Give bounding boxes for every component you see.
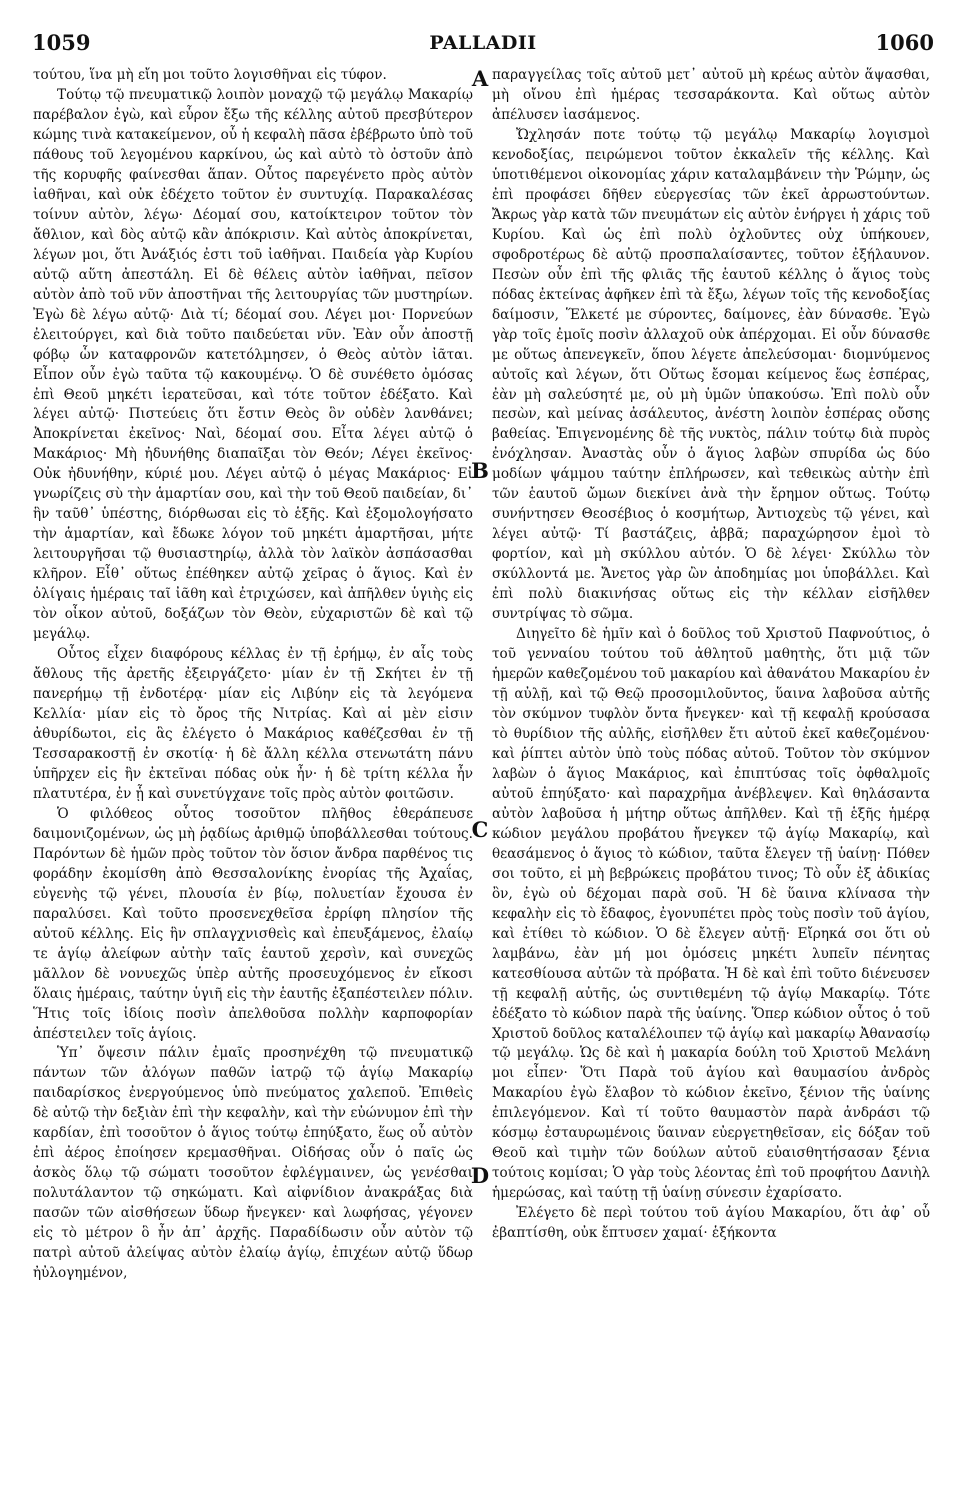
right-column [492,66,930,1493]
section-marker-a: A [471,66,489,91]
paragraph: Ὑπ᾽ ὄψεσιν πάλιν ἐμαῖς προσηνέχθη τῷ πνευματικῷ πάντων τῶν ἀλόγων παθῶν ἰατρῷ τῷ ἁγίῳ Μακαρίῳ παιδαρίσκος ἐνεργούμενος ὑπὸ πνεύματος χαλεποῦ. Ἐπιθεὶς δὲ αὐτῷ τὴν δεξιὰν ἐπὶ τὴν κεφαλὴν, καὶ τὴν εὐώνυμον ἐπὶ τὴν καρδίαν, ἐπὶ τοσοῦτον ὁ ἅγιος τούτῳ ἐπηύξατο, ἕως οὗ αὐτὸν ἐπὶ ἀέρος ἐποίησεν κρεμασθῆναι. Οἰδήσας οὖν ὁ παῖς ὡς ἀσκὸς ὅλῳ τῷ σώματι τοσοῦτον ἐφλέγμαινεν, ὡς γενέσθαι πολυτάλαντον τῷ σηκώματι. Καὶ αἰφνίδιον ἀνακράξας διὰ πασῶν τῶν αἰσθήσεων ὕδωρ ἤνεγκεν· καὶ λωφήσας, γέγονεν εἰς τὸ μέτρον ὃ ἦν ἀπ᾽ ἀρχῆς. Παραδίδωσιν οὖν αὐτὸν τῷ πατρὶ αὐτοῦ ἀλείψας αὐτὸν ἐλαίῳ ἁγίῳ, ἐπιχέων αὐτῷ ὕδωρ ἠὐλογημένον, [33,1045,473,1282]
section-marker-d: D [470,1163,490,1188]
paragraph: Τούτῳ τῷ πνευματικῷ λοιπὸν μοναχῷ τῷ μεγάλῳ Μακαρίῳ παρέβαλον ἐγὼ, καὶ εὗρον ἔξω τῆς κέλλης αὐτοῦ πρεσβύτερον κώμης τινὰ κατακείμενον, οὗ ἡ κεφαλὴ πᾶσα ἐβέβρωτο ὑπὸ τοῦ πάθους τοῦ λεγομένου καρκίνου, ὡς καὶ αὐτὸ τὸ ὀστοῦν ἀπὸ τῆς κορυφῆς φαίνεσθαι ἅπαν. Οὗτος παρεγένετο πρὸς αὐτὸν ἰαθῆναι, καὶ οὐκ ἐδέχετο τοῦτον ἐν συντυχίᾳ. Παρακαλέσας τοίνυν αὐτὸν, λέγω· Δέομαί σου, κατοίκτειρον τοῦτον τὸν ἄθλιον, καὶ δὸς αὐτῷ κἂν ἀπόκρισιν. Καὶ αὐτὸς ἀποκρίνεται, λέγων μοι, ὅτι Ἀνάξιός ἐστι τοῦ ἰαθῆναι. Παιδεία γὰρ Κυρίου αὐτῷ αὕτη ἀπεστάλη. Εἰ δὲ θέλεις αὐτὸν ἰαθῆναι, πεῖσον αὐτὸν ἀπὸ τοῦ νῦν ἀποστῆναι τῆς λειτουργίας τῶν μυστηρίων. Ἐγὼ δὲ λέγω αὐτῷ· Διὰ τί; δέομαί σου. Λέγει μοι· Πορνεύων ἐλειτούργει, καὶ διὰ τοῦτο παιδεύεται νῦν. Ἐὰν οὖν ἀποστῇ φόβῳ ὧν καταφρονῶν κατετόλμησεν, ὁ Θεὸς αὐτὸν ἰᾶται. Εἶπον οὖν ἐγὼ ταῦτα τῷ κακουμένῳ. Ὁ δὲ συνέθετο ὀμόσας ἐπὶ Θεοῦ μηκέτι ἱερατεῦσαι, καὶ τότε τοῦτον ἐδέξατο. Καὶ λέγει αὐτῷ· Πιστεύεις ὅτι ἔστιν Θεὸς ὃν οὐδὲν λανθάνει; Ἀποκρίνεται ἐκεῖνος· Ναὶ, δέομαί σου. Εἶτα λέγει αὐτῷ ὁ Μακάριος· Μὴ ἠδυνήθης διαπαῖξαι τὸν Θεόν; Λέγει ἐκεῖνος· Οὐκ ἠδυνήθην, κύριέ μου. Λέγει αὐτῷ ὁ μέγας Μακάριος· Εἰ γνωρίζεις σὺ τὴν ἁμαρτίαν σου, καὶ τὴν τοῦ Θεοῦ παιδείαν, δι᾽ ἣν ταῦθ᾽ ὑπέστης, διόρθωσαι εἰς τὸ ἑξῆς. Καὶ ἐξομολογήσατο τὴν ἁμαρτίαν, καὶ ἔδωκε λόγον τοῦ μηκέτι ἁμαρτῆσαι, μήτε λειτουργῆσαι τῷ θυσιαστηρίῳ, ἀλλὰ τὸν λαϊκὸν ἀσπάσασθαι κλῆρον. Εἶθ᾽ οὕτως ἐπέθηκεν αὐτῷ χεῖρας ὁ ἅγιος. Καὶ ἐν ὀλίγαις ἡμέραις ταῖ ἰᾶθη καὶ ἐτριχώσεν, καὶ ἀπῆλθεν ὑγιὴς εἰς τὸν οἶκον αὐτοῦ, δοξάζων τὸν Θεὸν, εὐχαριστῶν δὲ καὶ τῷ μεγάλῳ. [33,86,473,643]
paragraph: Ὁ φιλόθεος οὗτος τοσοῦτον πλῆθος ἐθεράπευσε δαιμονιζομένων, ὡς μὴ ῥᾳδίως ἀριθμῷ ὑποβάλλεσθαι τούτους. Παρόντων δὲ ἡμῶν πρὸς τοῦτον τὸν ὅσιον ἄνδρα παρθένος τις φοράδην ἐκομίσθη ἀπὸ Θεσσαλονίκης ἐνορίας τῆς Ἀχαΐας, εὐγενὴς τῷ γένει, πλουσία ἐν βίῳ, πολυετίαν ἔχουσα ἐν παραλύσει. Καὶ τοῦτο προσενεχθεῖσα ἐρρίφη πλησίον τῆς αὐτοῦ κέλλης. Εἰς ἣν σπλαγχνισθεὶς καὶ ἐπευξάμενος, ἐλαίῳ τε ἁγίῳ ἀλείφων αὐτὴν ταῖς ἑαυτοῦ χερσὶν, καὶ συνεχῶς μᾶλλον δὲ νονυεχῶς ὑπὲρ αὐτῆς προσευχόμενος ἐν εἴκοσι ὅλαις ἡμέραις, ταύτην ὑγιῆ εἰς τὴν ἑαυτῆς ἐξαπέστειλεν πόλιν. Ἥτις τοῖς ἰδίοις ποσὶν ἀπελθοῦσα πολλὴν καρποφορίαν ἀπέστειλεν τοῖς ἁγίοις. [33,805,473,1042]
paragraph: Διηγεῖτο δὲ ἡμῖν καὶ ὁ δοῦλος τοῦ Χριστοῦ Παφνούτιος, ὁ τοῦ γενναίου τούτου τοῦ ἀθλητοῦ μαθητὴς, ὅτι μιᾷ τῶν ἡμερῶν καθεζομένου τοῦ μακαρίου καὶ ἀθανάτου Μακαρίου ἐν τῇ αὐλῇ, καὶ τῷ Θεῷ προσομιλοῦντος, ὕαινα λαβοῦσα αὐτῆς τὸν σκύμνον τυφλὸν ὄντα ἤνεγκεν· καὶ τῇ κεφαλῇ κρούσασα τὸ θυρίδιον τῆς αὐλῆς, εἰσῆλθεν ἔτι αὐτοῦ ἐκεῖ καθεζομένου· καὶ ῥίπτει αὐτὸν ὑπὸ τοὺς πόδας αὐτοῦ. Τοῦτον τὸν σκύμνον λαβὼν ὁ ἅγιος Μακάριος, καὶ ἐπιπτύσας τοῖς ὀφθαλμοῖς αὐτοῦ ἐπηύξατο· καὶ παραχρῆμα ἀνέβλεψεν. Καὶ θηλάσαντα αὐτὸν λαβοῦσα ἡ μήτηρ οὕτως ἀπῆλθεν. Καὶ τῇ ἑξῆς ἡμέρᾳ κώδιον μεγάλου προβάτου ἤνεγκεν τῷ ἁγίῳ Μακαρίῳ, καὶ θεασάμενος ὁ ἅγιος τὸ κώδιον, ταῦτα ἔλεγεν τῇ ὑαίνῃ· Πόθεν σοι τοῦτο, εἰ μὴ βεβρώκεις προβάτου τινος; Τὸ οὖν ἐξ ἀδικίας ὂν, ἐγὼ οὐ δέχομαι παρὰ σοῦ. Ἡ δὲ ὕαινα κλίνασα τὴν κεφαλὴν εἰς τὸ ἔδαφος, ἐγονυπέτει πρὸς τοὺς ποσὶν τοῦ ἁγίου, καὶ ἐτίθει τὸ κώδιον. Ὁ δὲ ἔλεγεν αὐτῇ· Εἴρηκά σοι ὅτι οὐ λαμβάνω, ἐὰν μή μοι ὀμόσεις μηκέτι λυπεῖν πένητας κατεσθίουσα αὐτῶν τὰ πρόβατα. Ἡ δὲ καὶ ἐπὶ τοῦτο διένευσεν τῇ κεφαλῇ αὐτῆς, ὡς συντιθεμένη τῷ ἁγίῳ Μακαρίῳ. Τότε ἐδέξατο τὸ κώδιον παρὰ τῆς ὑαίνης. Ὅπερ κώδιον οὗτος ὁ τοῦ Χριστοῦ δοῦλος καταλέλοιπεν τῷ ἁγίῳ καὶ μακαρίῳ Ἀθανασίῳ τῷ μεγάλῳ. Ὡς δὲ καὶ ἡ μακαρία δούλη τοῦ Χριστοῦ Μελάνη μοι εἶπεν· Ὅτι Παρὰ τοῦ ἁγίου καὶ θαυμασίου ἀνδρὸς Μακαρίου ἐγὼ ἔλαβον τὸ κώδιον ἐκεῖνο, ξένιον τῆς ὑαίνης ἐπιλεγόμενον. Καὶ τί τοῦτο θαυμαστὸν παρὰ ἀνδράσι τῷ κόσμῳ ἐσταυρωμένοις ὕαιναν εὐεργετηθεῖσαν, εἰς δόξαν τοῦ Θεοῦ καὶ τιμὴν τῶν δούλων αὐτοῦ εὐαισθητήσασαν ξένια τούτοις κομίσαι; Ὁ γὰρ τοὺς λέοντας ἐπὶ τοῦ προφήτου Δανιὴλ ἡμερώσας, καὶ ταύτῃ τῇ ὑαίνῃ σύνεσιν ἐχαρίσατο. [492,626,930,1202]
paragraph: Ὤχλησάν ποτε τούτῳ τῷ μεγάλῳ Μακαρίῳ λογισμοὶ κενοδοξίας, πειρώμενοι τοῦτον ἐκκαλεῖν τῆς κέλλης. Καὶ ὑποτιθέμενοι οἰκονομίας χάριν καταλαμβάνειν τὴν Ῥώμην, ὡς ἐπὶ προφάσει δῆθεν εὐεργεσίας τῶν ἐκεῖ ἀρρωστούντων. Ἄκρως γὰρ κατὰ τῶν πνευμάτων εἰς αὐτὸν ἐνήργει ἡ χάρις τοῦ Κυρίου. Καὶ ὡς ἐπὶ πολὺ ὀχλοῦντες οὐχ ὑπήκουεν, σφοδροτέρως δὲ αὐτῷ προσπαλαίσαντες, τοῦτον ἐξήλαυνον. Πεσὼν οὖν ἐπὶ τῆς φλιᾶς τῆς ἑαυτοῦ κέλλης ὁ ἅγιος τοὺς πόδας ἐκτείνας ἀφῆκεν ἐπὶ τὰ ἔξω, λέγων τοῖς τῆς κενοδοξίας δαίμοσιν, Ἕλκετέ με σύροντες, δαίμονες, ἐὰν δύνασθε. Ἐγὼ γὰρ τοῖς ἐμοῖς ποσὶν ἀλλαχοῦ οὐκ ἀπέρχομαι. Εἰ οὖν δύνασθε με οὕτως ἀπενεγκεῖν, ὅπου λέγετε ἀπελεύσομαι· διομνύμενος αὐτοῖς καὶ λέγων, ὅτι Οὕτως ἔσομαι κείμενος ἕως ἑσπέρας, ἐὰν μὴ σαλεύσητέ με, οὐ μὴ ὑμῶν ὑπακούσω. Ἐπὶ πολὺ οὖν πεσὼν, καὶ μείνας ἀσάλευτος, ἀνέστη λοιπὸν ἑσπέρας οὔσης βαθείας. Ἐπιγενομένης δὲ τῆς νυκτὸς, πάλιν τούτῳ διὰ πυρὸς ἐνόχλησαν. Ἀναστὰς οὖν ὁ ἅγιος λαβὼν σπυρίδα ὡς δύο μοδίων ψάμμου ταύτην ἐπλήρωσεν, καὶ τεθεικὼς αὐτὴν ἐπὶ τῶν ἑαυτοῦ ὤμων διεκίνει ἀνὰ τὴν ἔρημον οὕτως. Τούτῳ συνήντησεν Θεοσέβιος ὁ κοσμήτωρ, Ἀντιοχεὺς τῷ γένει, καὶ λέγει αὐτῷ· Τί βαστάζεις, ἀββᾶ; παραχώρησον ἐμοὶ τὸ φορτίον, καὶ μὴ σκύλλου αὐτόν. Ὁ δὲ λέγει· Σκύλλω τὸν σκύλλοντά με. Ἄνετος γὰρ ὢν ἀποδημίας μοι ὑποβάλλει. Καὶ ἐπὶ πολὺ διακινήσας οὕτως εἰς τὴν κέλλαν εἰσῆλθεν συντρίψας τὸ σῶμα. [492,126,930,623]
left-column [33,66,473,1493]
paragraph: παραγγείλας τοῖς αὐτοῦ μετ᾽ αὐτοῦ μὴ κρέως αὐτὸν ἅψασθαι, μὴ οἴνου ἐπὶ ἡμέρας τεσσαράκοντα. Καὶ οὕτως αὐτὸν ἀπέλυσεν ἰασάμενος. [492,67,930,123]
page-number-left: 1059 [32,30,91,55]
section-marker-b: B [471,458,489,483]
running-header [32,30,934,62]
paragraph: Ἐλέγετο δὲ περὶ τούτου τοῦ ἁγίου Μακαρίου, ὅτι ἀφ᾽ οὗ ἐβαπτίσθη, οὐκ ἔπτυσεν χαμαί· ἑξήκοντα [492,1205,930,1242]
paragraph: τούτου, ἵνα μὴ εἴη μοι τοῦτο λογισθῆναι εἰς τύφον. [33,67,387,83]
section-marker-c: C [471,817,489,842]
paragraph: Οὗτος εἶχεν διαφόρους κέλλας ἐν τῇ ἐρήμῳ, ἐν αἷς τοὺς ἄθλους τῆς ἀρετῆς ἐξειργάζετο· μίαν ἐν τῇ Σκήτει ἐν τῇ πανερήμῳ τῇ ἐνδοτέρᾳ· μίαν εἰς Λιβύην εἰς τὰ λεγόμενα Κελλία· μίαν εἰς τὸ ὄρος τῆς Νιτρίας. Καὶ αἱ μὲν εἰσιν ἀθυρίδωτοι, εἰς ἃς ἐλέγετο ὁ Μακάριος καθέζεσθαι ἐν τῇ Τεσσαρακοστῇ ἐν σκοτίᾳ· ἡ δὲ ἄλλη κέλλα στενωτάτη πάνυ ὑπῆρχεν εἰς ἣν ἐκτεῖναι πόδας οὐκ ἦν· ἡ δὲ τρίτη κέλλα ἦν πλατυτέρα, ἐν ᾗ καὶ συνετύγχανε τοῖς πρὸς αὐτὸν φοιτῶσιν. [33,646,473,802]
running-title: PALLADII [429,32,537,54]
page-number-right: 1060 [875,30,934,55]
